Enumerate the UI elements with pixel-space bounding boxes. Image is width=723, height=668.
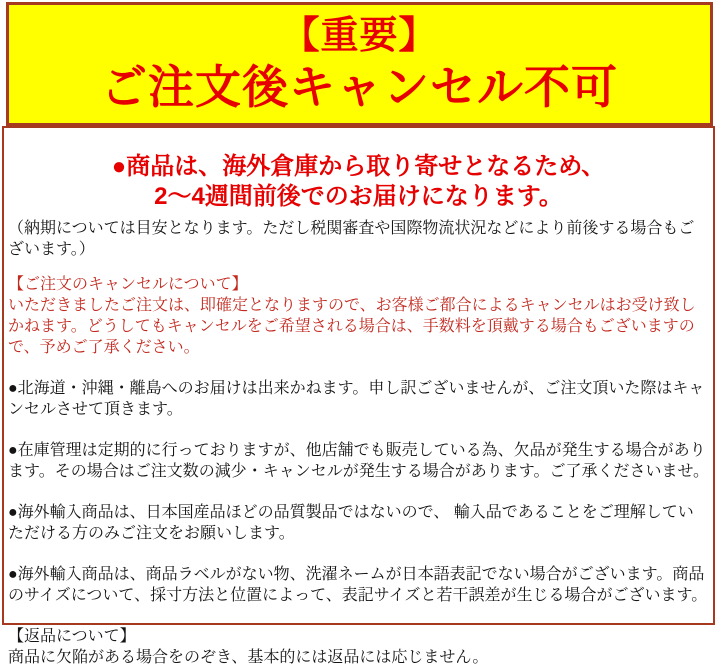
delivery-headline [8, 152, 709, 212]
banner-title: 【重要】 [281, 14, 438, 57]
bullet-hokkaido-okinawa: ●北海道・沖縄・離島へのお届けは出来かねます。申し訳ございませんが、ご注文頂いた際はキャンセルさせて頂きます。 [8, 380, 705, 418]
bullet-import-quality: ●海外輸入商品は、日本国産品ほどの品質製品ではないので、 輸入品であることをご理解していただける方のみご注文をお願いします。 [8, 504, 694, 542]
bullet-stock-management: ●在庫管理は定期的に行っておりますが、他店舗でも販売している為、欠品が発生する場合があります。その場合はご注文数の減少・キャンセルが発生する場合があります。ご了承くださいませ。 [8, 442, 709, 480]
cancel-section [8, 274, 709, 358]
returns-section-title: 【返品について】 [8, 628, 136, 645]
bullet-import-label-size: ●海外輸入商品は、商品ラベルがない物、洗濯ネームが日本語表記でない場合がございます。商品のサイズについて、採寸方法と位置によって、表記サイズと若干誤差が生じる場合がございます。 [8, 566, 708, 604]
delivery-headline-line1: ●商品は、海外倉庫から取り寄せとなるため、 [111, 153, 606, 180]
delivery-note: （納期については目安となります。ただし税関審査や国際物流状況などにより前後する場合もございます。） [8, 220, 695, 258]
banner-subtitle: ご注文後キャンセル不可 [101, 60, 618, 113]
cancel-section-title: 【ご注文のキャンセルについて】 [8, 276, 248, 293]
delivery-headline-line2: 2～4週間前後でのお届けになります。 [154, 183, 563, 210]
returns-section [8, 626, 709, 668]
returns-section-body: 商品に欠陥がある場合をのぞき、基本的には返品には応じません。 [8, 649, 489, 666]
cancel-section-body: いただきましたご注文は、即確定となりますので、お客様ご都合によるキャンセルはお受け致しかねます。どうしてもキャンセルをご希望される場合は、手数料を頂戴する場合もございますので、予めご了承ください。 [8, 297, 696, 356]
important-banner [6, 2, 713, 126]
notice-box [2, 126, 715, 666]
